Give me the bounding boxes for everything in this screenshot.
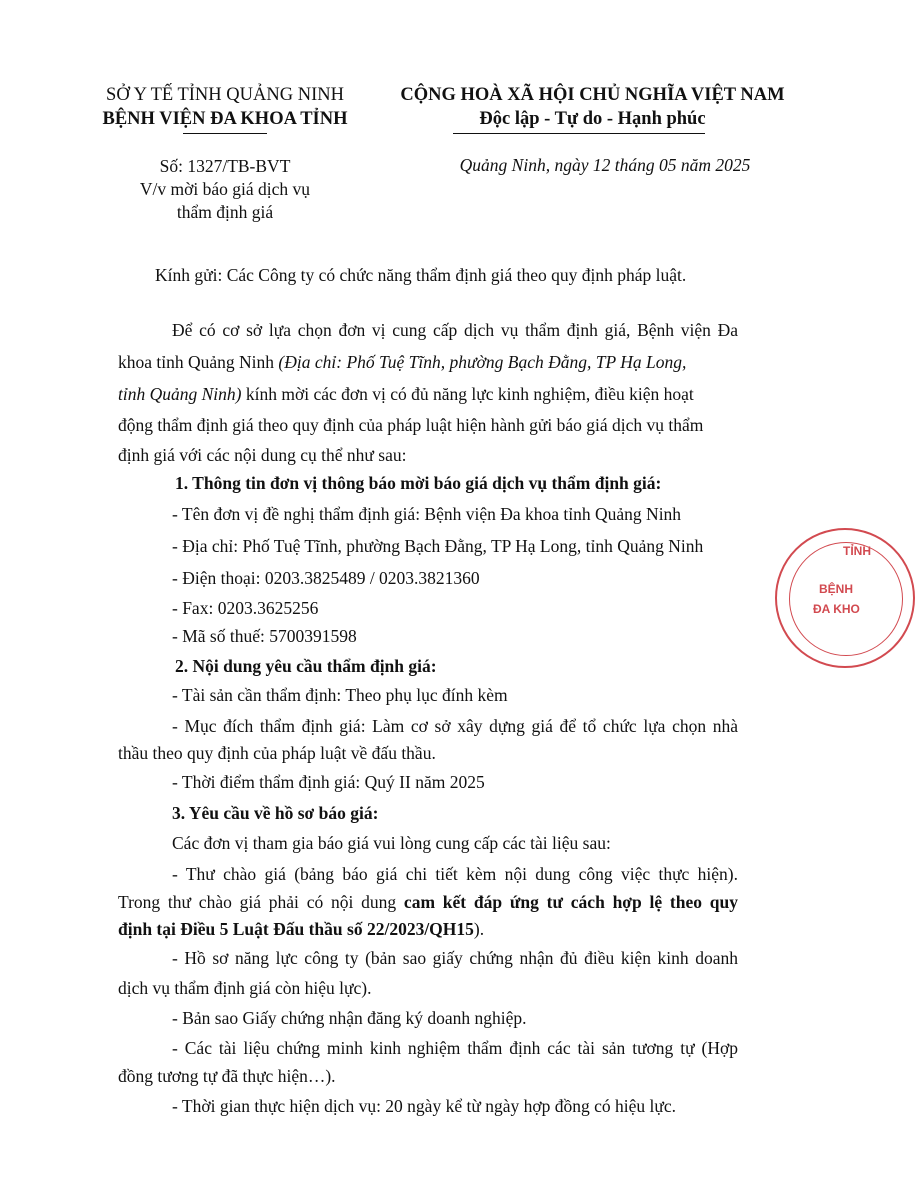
- stamp-text-middle: BỆNH: [819, 582, 854, 596]
- stamp-text-top: TỈNH: [843, 544, 871, 558]
- subject-line-2: thẩm định giá: [176, 202, 274, 222]
- unit-phone: - Điện thoại: 0203.3825489 / 0203.3821360: [172, 568, 480, 588]
- stamp-inner-ring: [789, 542, 903, 656]
- purpose-line-1: - Mục đích thẩm định giá: Làm cơ sở xây dựng giá để tổ chức lựa chọn nhà: [172, 716, 738, 736]
- recipient: Kính gửi: Các Công ty có chức năng thẩm định giá theo quy định pháp luật.: [155, 265, 687, 285]
- country-name: CỘNG HOÀ XÃ HỘI CHỦ NGHĨA VIỆT NAM: [400, 85, 785, 105]
- section-3-intro: Các đơn vị tham gia báo giá vui lòng cung cấp các tài liệu sau:: [172, 833, 611, 853]
- unit-tax-code: - Mã số thuế: 5700391598: [172, 626, 357, 646]
- letter-line-2: Trong thư chào giá phải có nội dung cam kết đáp ứng tư cách hợp lệ theo quy: [118, 892, 738, 912]
- section-2-heading: 2. Nội dung yêu cầu thẩm định giá:: [175, 656, 437, 676]
- profile-line-1: - Hồ sơ năng lực công ty (bản sao giấy chứng nhận đủ điều kiện kinh doanh: [172, 948, 738, 968]
- purpose-line-2: thầu theo quy định của pháp luật về đấu thầu.: [118, 743, 436, 763]
- profile-line-2: dịch vụ thẩm định giá còn hiệu lực).: [118, 978, 372, 998]
- intro-line-1: Để có cơ sở lựa chọn đơn vị cung cấp dịch vụ thẩm định giá, Bệnh viện Đa: [172, 320, 738, 340]
- national-motto: [365, 83, 820, 131]
- issuing-authority: [60, 83, 390, 131]
- hospital-name: BỆNH VIỆN ĐA KHOA TỈNH: [102, 109, 348, 129]
- valuation-time: - Thời điểm thẩm định giá: Quý II năm 2025: [172, 772, 485, 792]
- header-left-rule: [183, 133, 267, 134]
- intro-line-2: khoa tỉnh Quảng Ninh (Địa chỉ: Phố Tuệ Tĩnh, phường Bạch Đằng, TP Hạ Long,: [118, 352, 687, 372]
- hospital-stamp: [775, 528, 915, 668]
- letter-line-1: - Thư chào giá (bảng báo giá chi tiết kèm nội dung công việc thực hiện).: [172, 864, 738, 884]
- asset-line: - Tài sản cần thẩm định: Theo phụ lục đính kèm: [172, 685, 508, 705]
- document-number: Số: 1327/TB-BVT: [159, 156, 291, 176]
- department-name: SỞ Y TẾ TỈNH QUẢNG NINH: [106, 85, 344, 105]
- unit-name: - Tên đơn vị đề nghị thẩm định giá: Bệnh viện Đa khoa tỉnh Quảng Ninh: [172, 504, 682, 524]
- service-duration: - Thời gian thực hiện dịch vụ: 20 ngày kể từ ngày hợp đồng có hiệu lực.: [172, 1096, 676, 1116]
- intro-line-4: động thẩm định giá theo quy định của pháp luật hiện hành gửi báo giá dịch vụ thẩm: [118, 415, 704, 435]
- unit-fax: - Fax: 0203.3625256: [172, 598, 319, 618]
- document-reference: [60, 155, 390, 224]
- motto: Độc lập - Tự do - Hạnh phúc: [479, 109, 706, 129]
- unit-address: - Địa chỉ: Phố Tuệ Tĩnh, phường Bạch Đằng, TP Hạ Long, tỉnh Quảng Ninh: [172, 536, 704, 556]
- issue-date: Quảng Ninh, ngày 12 tháng 05 năm 2025: [459, 155, 751, 175]
- subject-line-1: V/v mời báo giá dịch vụ: [139, 179, 311, 199]
- section-1-heading: 1. Thông tin đơn vị thông báo mời báo giá dịch vụ thẩm định giá:: [175, 473, 662, 493]
- header-right-rule: [453, 133, 705, 134]
- experience-line-2: đồng tương tự đã thực hiện…).: [118, 1066, 336, 1086]
- intro-line-3: tỉnh Quảng Ninh) kính mời các đơn vị có đủ năng lực kinh nghiệm, điều kiện hoạt: [118, 384, 694, 404]
- letter-line-3: định tại Điều 5 Luật Đấu thầu số 22/2023/QH15).: [118, 919, 485, 939]
- section-3-heading: 3. Yêu cầu về hồ sơ báo giá:: [172, 803, 379, 823]
- intro-line-5: định giá với các nội dung cụ thể như sau:: [118, 445, 407, 465]
- license-line: - Bản sao Giấy chứng nhận đăng ký doanh nghiệp.: [172, 1008, 527, 1028]
- experience-line-1: - Các tài liệu chứng minh kinh nghiệm thẩm định các tài sản tương tự (Hợp: [172, 1038, 738, 1058]
- stamp-text-bottom: ĐA KHO: [813, 602, 860, 616]
